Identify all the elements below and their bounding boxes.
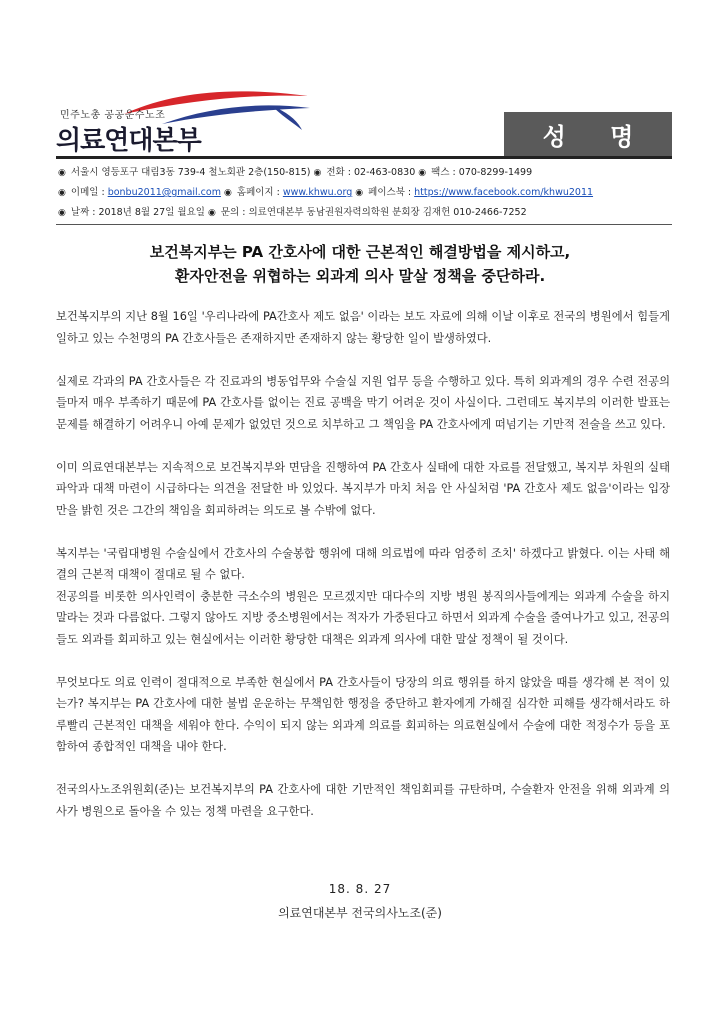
contact-row-online (58, 183, 672, 203)
homepage-label: 홈페이지 : (236, 187, 280, 198)
bullet-icon: ◉ (418, 168, 427, 178)
date-text: 2018년 8월 27일 월요일 (98, 207, 205, 218)
statement-title (52, 240, 668, 288)
fax-label: 팩스 : (431, 167, 456, 178)
org-name: 의료연대본부 (56, 126, 201, 156)
email-link[interactable]: bonbu2011@gmail.com (107, 187, 221, 198)
bullet-icon: ◉ (58, 188, 66, 198)
date-label: 날짜 : (70, 207, 96, 218)
paragraph-4b: 전공의를 비롯한 의사인력이 충분한 극소수의 병원은 모르겠지만 대다수의 지방 병원 봉직의사들에게는 외과계 수술을 하지 말라는 것과 다름없다. 그렇지 않아도 지방 중소병원에서는 적자가 가중된다고 하면서 외과계 수술을 줄여나가고 있고, 전공의들도 외과를 회피하고 있는 현실에서는 이러한 황당한 대책은 외과계 의사에 대한 말살 정책이 될 것이다. (56, 589, 671, 646)
title-line-1: 보건복지부는 PA 간호사에 대한 근본적인 해결방법을 제시하고, (149, 243, 571, 261)
contact-divider (56, 224, 672, 225)
email-label: 이메일 : (70, 187, 105, 198)
facebook-link[interactable]: https://www.facebook.com/khwu2011 (414, 187, 594, 198)
statement-date: 18. 8. 27 (328, 882, 392, 896)
org-sub-name: 민주노총 공공운수노조 (60, 110, 166, 121)
paragraph-3: 이미 의료연대본부는 지속적으로 보건복지부와 면담을 진행하여 PA 간호사 실태에 대한 자료를 전달했고, 복지부 차원의 실태파악과 대책 마련이 시급하다는 의견을 전달한 바 있었다. 복지부가 마치 처음 안 사실처럼 'PA 간호사 제도 없음'이라는 입장만을 밝힌 것은 그간의 책임을 회피하려는 의도로 볼 수밖에 없다. (56, 460, 670, 517)
title-line-2: 환자안전을 위협하는 외과계 의사 말살 정책을 중단하라. (174, 267, 546, 285)
bullet-icon: ◉ (58, 208, 66, 218)
paragraph-6: 전국의사노조위원회(준)는 보건복지부의 PA 간호사에 대한 기만적인 책임회피를 규탄하며, 수술환자 안전을 위해 외과계 의사가 병원으로 돌아올 수 있는 정책 마련을 요구한다. (56, 783, 670, 818)
header-divider (56, 156, 672, 159)
facebook-label: 페이스북 : (368, 187, 412, 198)
contact-row-date (58, 203, 672, 223)
paragraph-4a: 복지부는 '국립대병원 수술실에서 간호사의 수술봉합 행위에 대해 의료법에 따라 엄중히 조치' 하겠다고 밝혔다. 이는 사태 해결의 근본적 대책이 절대로 될 수 없다. (56, 546, 670, 581)
inquiry-text: 의료연대본부 동남권원자력의학원 분회장 김재헌 010-2466-7252 (248, 207, 527, 218)
contact-info (58, 163, 672, 223)
contact-row-address (58, 163, 672, 183)
letterhead (52, 78, 672, 156)
homepage-link[interactable]: www.khwu.org (282, 187, 353, 198)
paragraph-1: 보건복지부의 지난 8월 16일 '우리나라에 PA간호사 제도 없음' 이라는 보도 자료에 의해 이날 이후로 전국의 병원에서 힘들게 일하고 있는 수천명의 PA 간호사들은 존재하지만 존재하지 않는 황당한 일이 발생하였다. (56, 310, 670, 345)
phone-label: 전화 : (326, 167, 351, 178)
bullet-icon: ◉ (58, 168, 66, 178)
statement-body (56, 306, 670, 844)
paragraph-5: 무엇보다도 의료 인력이 절대적으로 부족한 현실에서 PA 간호사들이 당장의 의료 행위를 하지 않았을 때를 생각해 본 적이 있는가? 복지부는 PA 간호사에 대한 불법 운운하는 무책임한 행정을 중단하고 환자에게 가해질 심각한 피해를 생각해서라도 하루빨리 근본적인 대책을 세워야 한다. 수익이 되지 않는 외과계 의료를 회피하는 의료현실에서 수술에 대한 적정수가 등을 포함하여 종합적인 대책을 내야 한다. (56, 675, 670, 753)
bullet-icon: ◉ (224, 188, 232, 198)
document-type-badge: 성 명 (504, 112, 672, 156)
fax-text: 070-8299-1499 (458, 167, 533, 178)
phone-text: 02-463-0830 (353, 167, 416, 178)
bullet-icon: ◉ (207, 208, 216, 218)
bullet-icon: ◉ (355, 188, 364, 198)
org-logo (52, 78, 312, 158)
paragraph-2: 실제로 각과의 PA 간호사들은 각 진료과의 병동업무와 수술실 지원 업무 등을 수행하고 있다. 특히 외과계의 경우 수련 전공의들마저 매우 부족하기 때문에 PA 간호사를 없이는 진료 공백을 막기 어려운 것이 사실이다. 그런데도 복지부의 이러한 발표는 문제를 해결하기 어려우니 아예 문제가 없었던 것으로 치부하고 그 책임을 PA 간호사에게 떠넘기는 기만적 전술을 쓰고 있다. (56, 374, 670, 431)
bullet-icon: ◉ (313, 168, 322, 178)
inquiry-label: 문의 : (220, 207, 246, 218)
address-text: 서울시 영등포구 대림3동 739-4 철노회관 2층(150-815) (70, 167, 311, 178)
statement-signature: 의료연대본부 전국의사노조(준) (278, 906, 442, 920)
